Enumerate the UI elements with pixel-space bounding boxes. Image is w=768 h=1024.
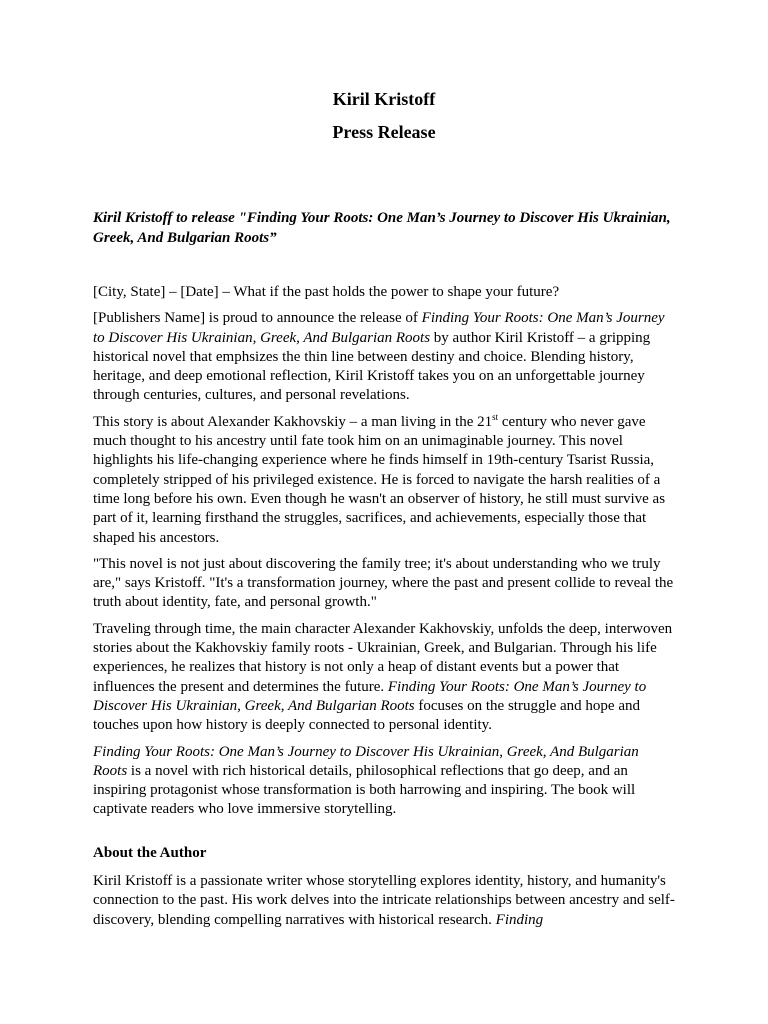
document-type-title: Press Release (332, 122, 436, 142)
summary-book-title: Finding Your Roots: One Man’s Journey to Discover His Ukrainian, Greek, And Bulgarian Roots (93, 743, 639, 779)
about-author-text: Kiril Kristoff is a passionate writer whose storytelling explores identity, history, and humanity's connection to the past. His work delves into the intricate relationships between ancestry and self-discovery, blending compelling narratives with historical research. (93, 873, 675, 928)
about-author-paragraph (93, 872, 675, 930)
announcement-rest: by author Kiril Kristoff – a gripping historical novel that emphsizes the thin line between destiny and choice. Blending history, heritage, and deep emotional reflection, Kiril Kristoff takes you on an unforgettable journey through centuries, cultures, and personal revelations. (93, 329, 651, 404)
announcement-book-title: Finding Your Roots: One Man’s Journey to Discover His Ukrainian, Greek, And Bulgarian Roots (93, 310, 665, 346)
document-body (93, 283, 675, 937)
dateline-paragraph: [City, State] – [Date] – What if the past holds the power to shape your future? (93, 284, 560, 300)
announcement-lead: [Publishers Name] is proud to announce the release of (93, 310, 422, 327)
story-part-2: century who never gave much thought to his ancestry until fate took him on an unimaginable journey. This novel highlights his life-changing experience where he finds himself in 19th-century Tsarist Russia, completely stripped of his privileged existence. He is forced to navigate the harsh realities of a time long before his own. Even though he wasn't an observer of history, he still must survive as part of it, learning firsthand the struggles, sacrifices, and achievements, especially those that shaped his ancestors. (93, 413, 666, 546)
quote-paragraph: "This novel is not just about discovering the family tree; it's about understanding who we truly are," says Kristoff. "It's a transformation journey, where the past and present collide to reveal the truth about identity, fate, and personal growth." (93, 555, 674, 611)
travel-rest: focuses on the struggle and hope and touches upon how history is deeply connected to personal identity. (93, 697, 640, 734)
summary-rest: is a novel with rich historical details, philosophical reflections that go deep, and an inspiring protagonist whose transformation is both harrowing and inspiring. The book will captivate readers who love immersive storytelling. (93, 762, 636, 818)
press-release-headline: Kiril Kristoff to release "Finding Your Roots: One Man’s Journey to Discover His Ukrainian, Greek, And Bulgarian Roots” (93, 210, 671, 246)
story-superscript: st (492, 411, 499, 422)
travel-book-title: Finding Your Roots: One Man’s Journey to Discover His Ukrainian, Greek, And Bulgarian Roots (93, 678, 647, 714)
novel-summary-paragraph (93, 743, 675, 820)
travel-paragraph (93, 620, 675, 736)
story-part-1: This story is about Alexander Kakhovskiy – a man living in the 21 (93, 413, 493, 430)
about-author-heading: About the Author (93, 844, 207, 861)
travel-lead: Traveling through time, the main character Alexander Kakhovskiy, unfolds the deep, interwoven stories about the Kakhovskiy family roots - Ukrainian, Greek, and Bulgarian. Through his life experiences, he realizes that history is not only a heap of distant events but a power that influences the present and determines the future. (93, 620, 673, 695)
author-title: Kiril Kristoff (332, 89, 436, 109)
announcement-paragraph (93, 309, 675, 405)
story-paragraph (93, 413, 675, 548)
about-author-trailing-italic: Finding (495, 911, 544, 928)
